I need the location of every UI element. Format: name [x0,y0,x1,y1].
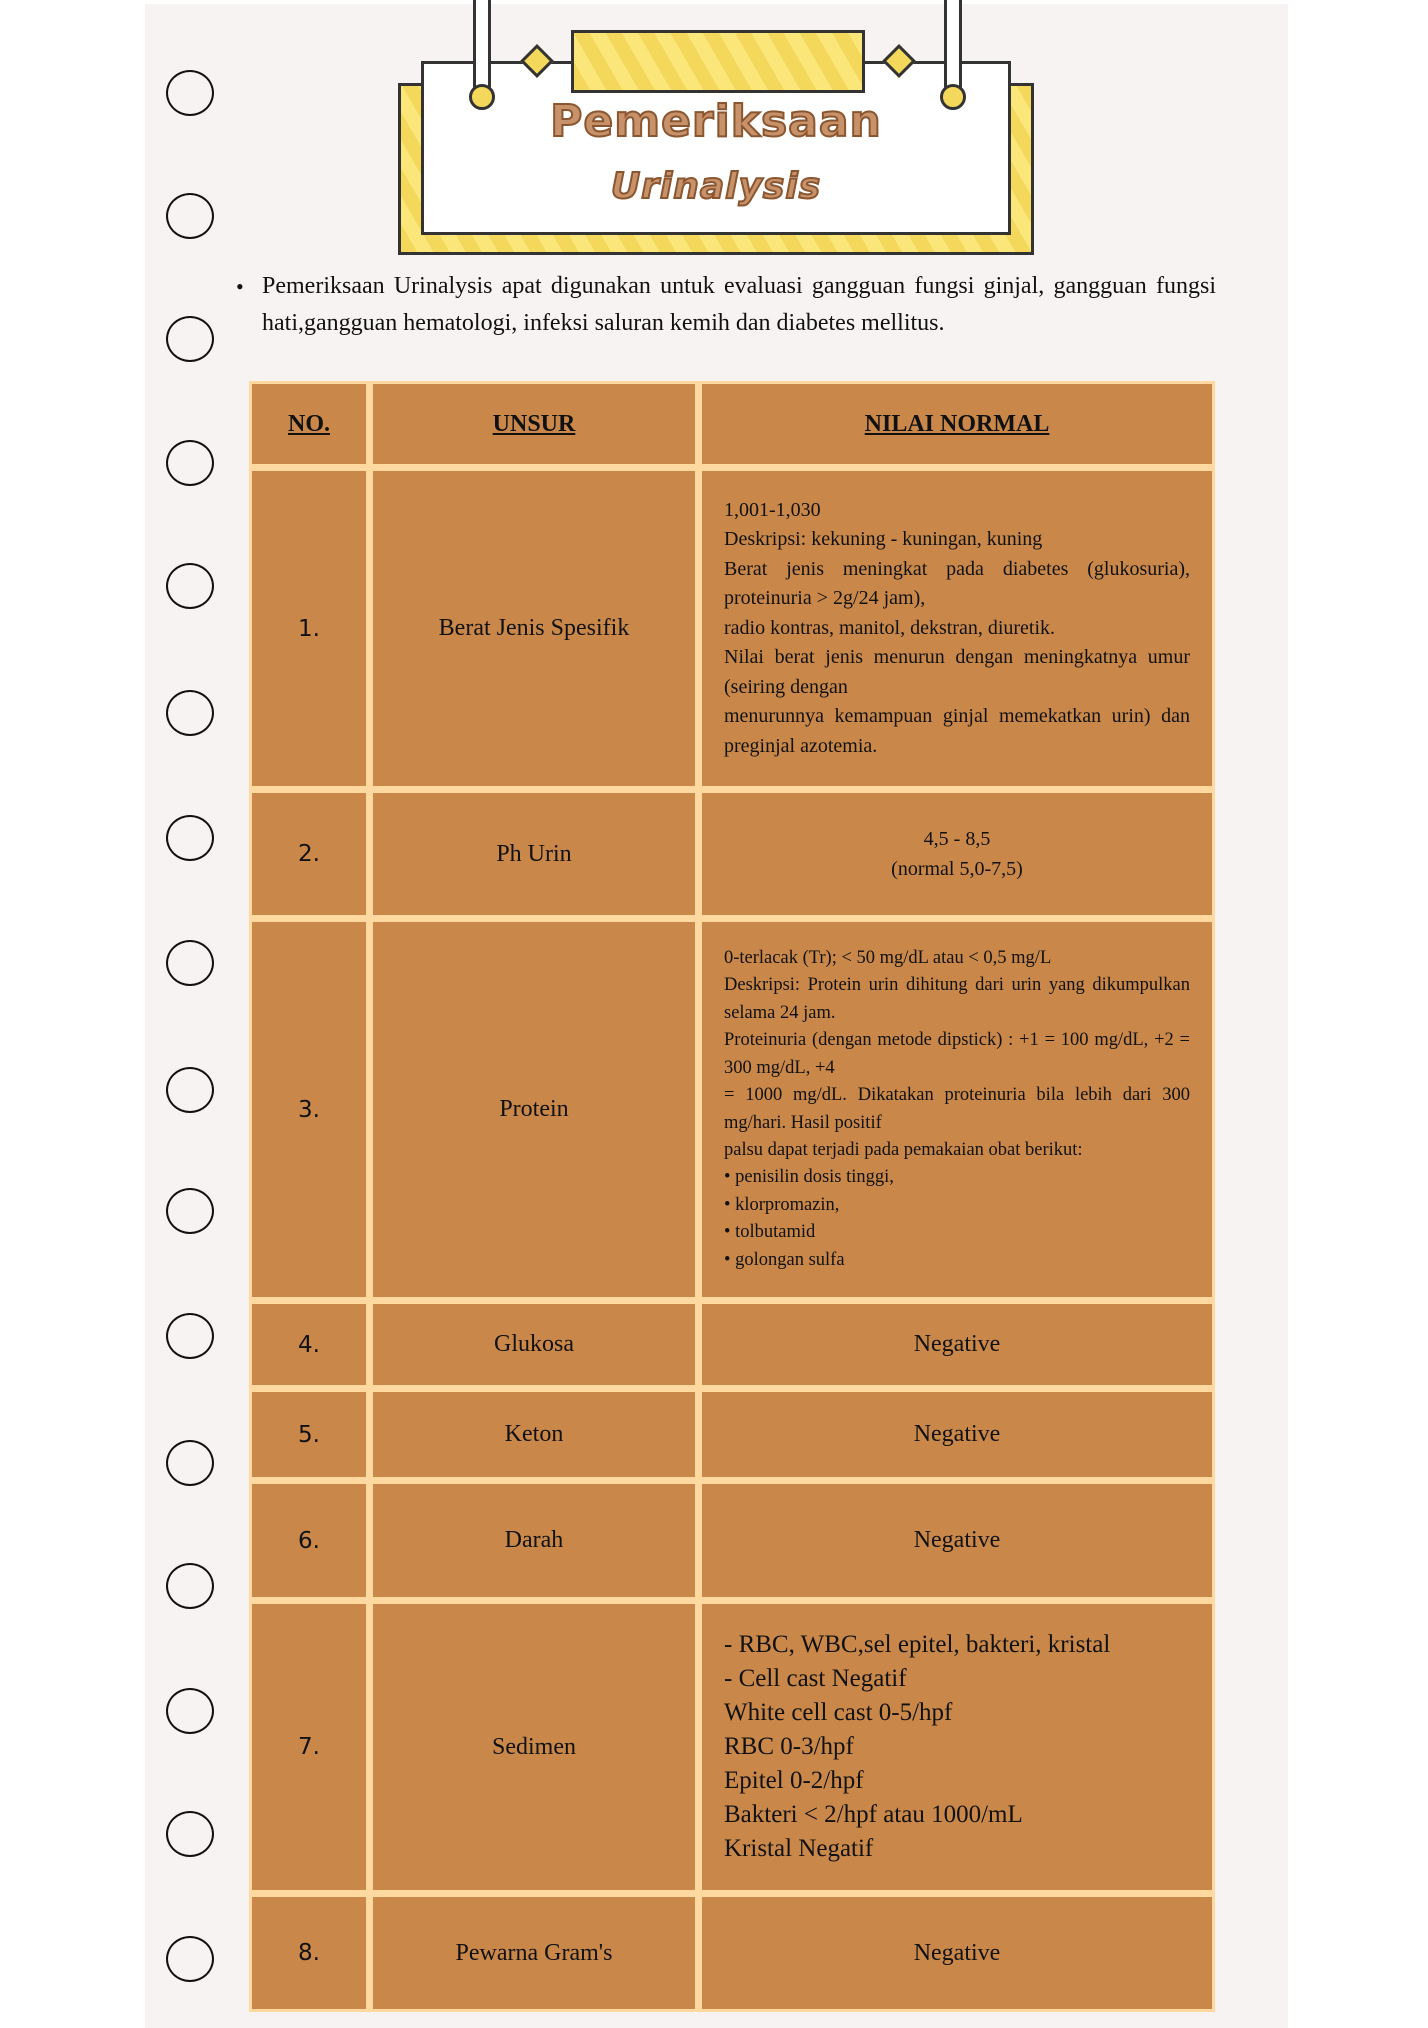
row-8-unsur: Pewarna Gram's [373,1897,695,2009]
row-2-nilai-line: (normal 5,0-7,5) [891,858,1023,880]
row-4-no: 4. [252,1304,366,1385]
row-6-no: 6. [252,1484,366,1597]
binder-ring-icon [166,563,214,609]
row-2-unsur: Ph Urin [373,793,695,915]
binder-ring-icon [166,1936,214,1982]
binder-ring-icon [166,690,214,736]
binder-ring-icon [166,1563,214,1609]
row-7-nilai-line: White cell cast 0-5/hpf [724,1699,953,1726]
row-4-unsur: Glukosa [373,1304,695,1385]
row-7-nilai [702,1604,1212,1890]
row-1-no: 1. [252,471,366,786]
row-1-nilai-line: radio kontras, manitol, dekstran, diuretik. [724,616,1056,639]
hanger-rod-left [473,0,491,95]
row-7-unsur: Sedimen [373,1604,695,1890]
row-7-nilai-line: Epitel 0-2/hpf [724,1767,864,1794]
binder-ring-icon [166,70,214,116]
row-7-nilai-line: RBC 0-3/hpf [724,1733,854,1760]
row-1-nilai [702,471,1212,786]
row-1-nilai-line: Nilai berat jenis menurun dengan meningkatnya umur (seiring dengan [724,646,1190,698]
row-3-nilai-line: palsu dapat terjadi pada pemakaian obat berikut: [724,1139,1083,1160]
row-1-nilai-line: Berat jenis meningkat pada diabetes (glukosuria), proteinuria > 2g/24 jam), [724,557,1190,610]
row-6-nilai: Negative [702,1484,1212,1597]
row-7-nilai-line: - Cell cast Negatif [724,1665,907,1692]
row-1-unsur: Berat Jenis Spesifik [373,471,695,786]
row-8-no: 8. [252,1897,366,2009]
row-3-nilai-line: Proteinuria (dengan metode dipstick) : +1 = 100 mg/dL, +2 = 300 mg/dL, +4 [724,1030,1190,1078]
banner-top-strip [571,30,865,93]
binder-ring-icon [166,1313,214,1359]
header-unsur: UNSUR [373,384,695,464]
row-3-nilai [702,922,1212,1297]
row-2-nilai [702,793,1212,915]
binder-ring-icon [166,440,214,486]
binder-ring-icon [166,815,214,861]
binder-ring-icon [166,940,214,986]
row-4-nilai: Negative [702,1304,1212,1385]
row-3-unsur: Protein [373,922,695,1297]
row-3-nilai-line: • penisilin dosis tinggi, [724,1167,894,1188]
page-subtitle: Urinalysis [610,166,822,207]
row-1-nilai-line: Deskripsi: kekuning - kuningan, kuning [724,528,1043,551]
header-no: NO. [252,384,366,464]
row-1-nilai-line: menurunnya kemampuan ginjal memekatkan urin) dan preginjal azotemia. [724,705,1190,757]
binder-ring-icon [166,1811,214,1857]
hanger-rod-right [944,0,962,95]
row-8-nilai: Negative [702,1897,1212,2009]
urinalysis-table [249,381,1215,2012]
binder-ring-icon [166,1067,214,1113]
binder-ring-icon [166,1188,214,1234]
row-7-nilai-line: - RBC, WBC,sel epitel, bakteri, kristal [724,1631,1111,1658]
row-7-nilai-line: Kristal Negatif [724,1835,874,1862]
row-2-nilai-line: 4,5 - 8,5 [923,828,991,850]
row-3-nilai-line: • klorpromazin, [724,1194,840,1215]
row-3-nilai-line: • tolbutamid [724,1222,816,1243]
row-6-unsur: Darah [373,1484,695,1597]
row-5-unsur: Keton [373,1392,695,1477]
intro-text: Pemeriksaan Urinalysis apat digunakan untuk evaluasi gangguan fungsi ginjal, gangguan fungsi hati,gangguan hematologi, infeksi saluran kemih dan diabetes mellitus. [262,273,1216,336]
binder-ring-icon [166,1688,214,1734]
row-7-no: 7. [252,1604,366,1890]
row-3-nilai-line: Deskripsi: Protein urin dihitung dari urin yang dikumpulkan selama 24 jam. [724,975,1190,1023]
bullet-icon: • [236,274,244,299]
row-5-no: 5. [252,1392,366,1477]
row-3-nilai-line: = 1000 mg/dL. Dikatakan proteinuria bila lebih dari 300 mg/hari. Hasil positif [724,1085,1190,1133]
row-3-nilai-line: 0-terlacak (Tr); < 50 mg/dL atau < 0,5 mg/L [724,948,1052,969]
page-title: Pemeriksaan [550,96,882,147]
binder-ring-icon [166,316,214,362]
row-3-no: 3. [252,922,366,1297]
row-7-nilai-line: Bakteri < 2/hpf atau 1000/mL [724,1801,1023,1828]
binder-ring-icon [166,193,214,239]
row-3-nilai-line: • golongan sulfa [724,1249,845,1270]
row-5-nilai: Negative [702,1392,1212,1477]
row-1-nilai-line: 1,001-1,030 [724,498,821,521]
row-2-no: 2. [252,793,366,915]
header-nilai-normal: NILAI NORMAL [702,384,1212,464]
intro-paragraph [236,268,1216,342]
binder-ring-icon [166,1440,214,1486]
